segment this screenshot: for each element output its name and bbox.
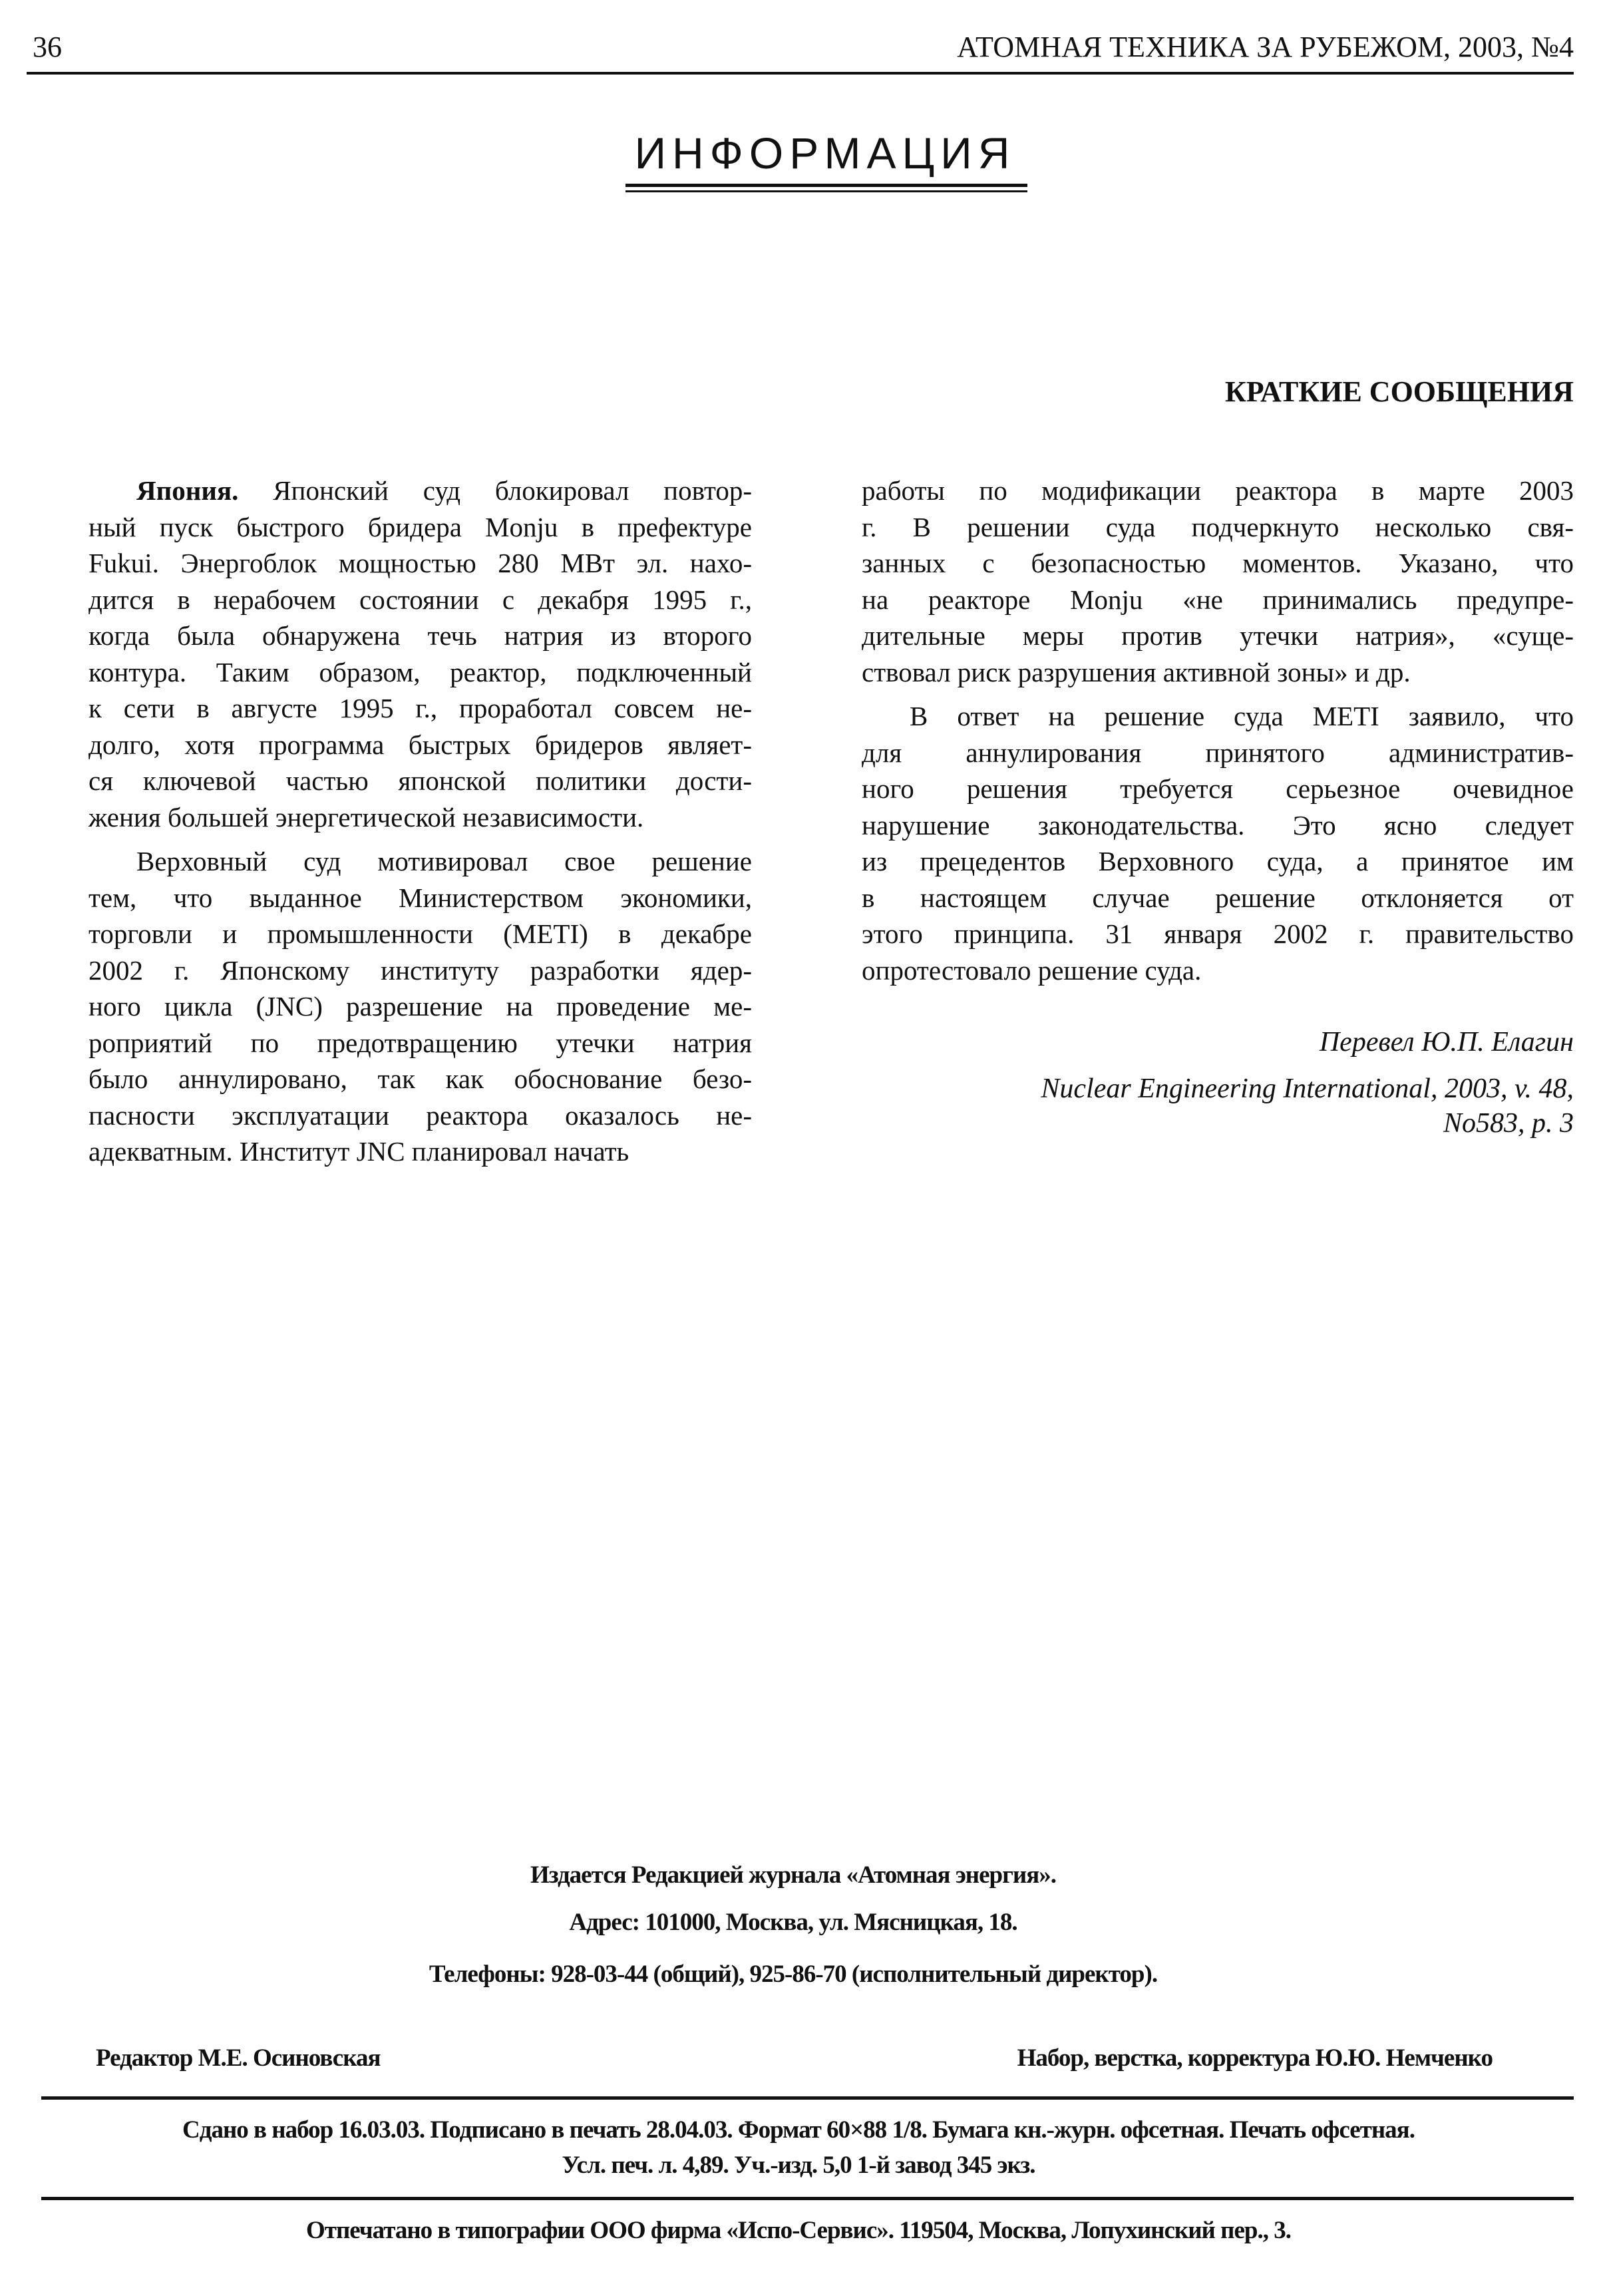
text-line: ного решения требуется серьезное очевидное — [862, 773, 1574, 804]
text-line: ного цикла (JNC) разрешение на проведение ме- — [89, 991, 752, 1022]
text-line: этого принципа. 31 января 2002 г. правительство — [862, 918, 1574, 949]
paragraph — [89, 473, 752, 835]
page-title: ИНФОРМАЦИЯ — [634, 128, 1016, 178]
phones-line: Телефоны: 928-03-44 (общий), 925-86-70 (исполнительный директор). — [429, 1961, 1158, 1988]
text-line: ствовал риск разрушения активной зоны» и др. — [862, 656, 1411, 687]
text-line: 2002 г. Японскому институту разработки ядер- — [89, 954, 752, 986]
section-heading: КРАТКИЕ СООБЩЕНИЯ — [1224, 375, 1574, 408]
typesetting-credit: Набор, верстка, корректура Ю.Ю. Немченко — [1017, 2044, 1493, 2072]
footer-rule — [41, 2197, 1574, 2200]
text-line: опротестовало решение суда. — [862, 954, 1202, 986]
imprint-line: Усл. печ. л. 4,89. Уч.-изд. 5,0 1-й завод 345 экз. — [562, 2152, 1035, 2179]
text-fragment: Японский суд блокировал повтор- — [238, 475, 752, 506]
imprint-line: Сдано в набор 16.03.03. Подписано в печать 28.04.03. Формат 60×88 1/8. Бумага кн.-журн. офсетная. Печать офсетная. — [182, 2116, 1415, 2144]
text-line: контура. Таким образом, реактор, подключенный — [89, 656, 752, 687]
paragraph — [89, 843, 752, 1170]
text-line: нарушение законодательства. Это ясно следует — [862, 809, 1574, 841]
text-line: роприятий по предотвращению утечки натрия — [89, 1027, 752, 1058]
text-line: работы по модификации реактора в марте 2003 — [862, 475, 1574, 506]
header-rule — [27, 72, 1574, 75]
editor-credit: Редактор М.Е. Осиновская — [96, 2044, 381, 2072]
text-line: ный пуск быстрого бридера Monju в префектуре — [89, 511, 752, 542]
text-line: адекватным. Институт JNC планировал начать — [89, 1136, 629, 1167]
text-line: дится в нерабочем состоянии с декабря 1995 г., — [89, 584, 752, 615]
translator-credit: Перевел Ю.П. Елагин — [1319, 1027, 1574, 1057]
text-line: на реакторе Monju «не принимались предупре- — [862, 584, 1574, 615]
footer-rule — [41, 2096, 1574, 2100]
lead-word: Япония. — [136, 475, 239, 506]
paragraph — [862, 698, 1574, 988]
text-line: Fukui. Энергоблок мощностью 280 МВт эл. нахо- — [89, 548, 752, 578]
text-line: жения большей энергетической независимости. — [89, 801, 644, 833]
text-line: к сети в августе 1995 г., проработал совсем не- — [89, 693, 752, 723]
text-line: торговли и промышленности (METI) в декабре — [89, 918, 752, 949]
printer-line: Отпечатано в типографии ООО фирма «Испо-Сервис». 119504, Москва, Лопухинский пер., 3. — [306, 2217, 1291, 2244]
publisher-line: Издается Редакцией журнала «Атомная энергия». — [530, 1861, 1057, 1889]
text-line: было аннулировано, так как обоснование безо- — [89, 1063, 752, 1094]
text-line: в настоящем случае решение отклоняется от — [862, 882, 1574, 913]
text-line: тем, что выданное Министерством экономики, — [89, 882, 752, 913]
source-citation — [1041, 1071, 1574, 1141]
text-line: для аннулирования принятого административ- — [862, 737, 1574, 768]
page-number: 36 — [33, 31, 62, 63]
text-line: г. В решении суда подчеркнуто несколько свя- — [862, 511, 1574, 542]
text-line — [89, 473, 752, 509]
running-head: АТОМНАЯ ТЕХНИКА ЗА РУБЕЖОМ, 2003, №4 — [957, 31, 1574, 63]
paragraph — [862, 473, 1574, 690]
title-underline — [625, 184, 1027, 187]
source-line: No583, p. 3 — [1443, 1108, 1574, 1139]
text-line: занных с безопасностью моментов. Указано, что — [862, 548, 1574, 578]
text-line: Верховный суд мотивировал свое решение — [136, 846, 752, 876]
address-line: Адрес: 101000, Москва, ул. Мясницкая, 18. — [569, 1909, 1017, 1936]
text-line: пасности эксплуатации реактора оказалось не- — [89, 1099, 752, 1131]
text-line: когда была обнаружена течь натрия из второго — [89, 620, 752, 651]
title-underline — [625, 190, 1027, 192]
article-column-right — [862, 473, 1574, 996]
text-line: дительные меры против утечки натрия», «суще- — [862, 620, 1574, 651]
text-line: В ответ на решение суда METI заявило, что — [910, 701, 1574, 731]
text-line: долго, хотя программа быстрых бридеров являет- — [89, 729, 752, 760]
article-column-left — [89, 473, 752, 1178]
text-line: ся ключевой частью японской политики дости- — [89, 765, 752, 796]
source-line: Nuclear Engineering International, 2003, v. 48, — [1041, 1073, 1574, 1104]
text-line: из прецедентов Верховного суда, а принятое им — [862, 846, 1574, 876]
